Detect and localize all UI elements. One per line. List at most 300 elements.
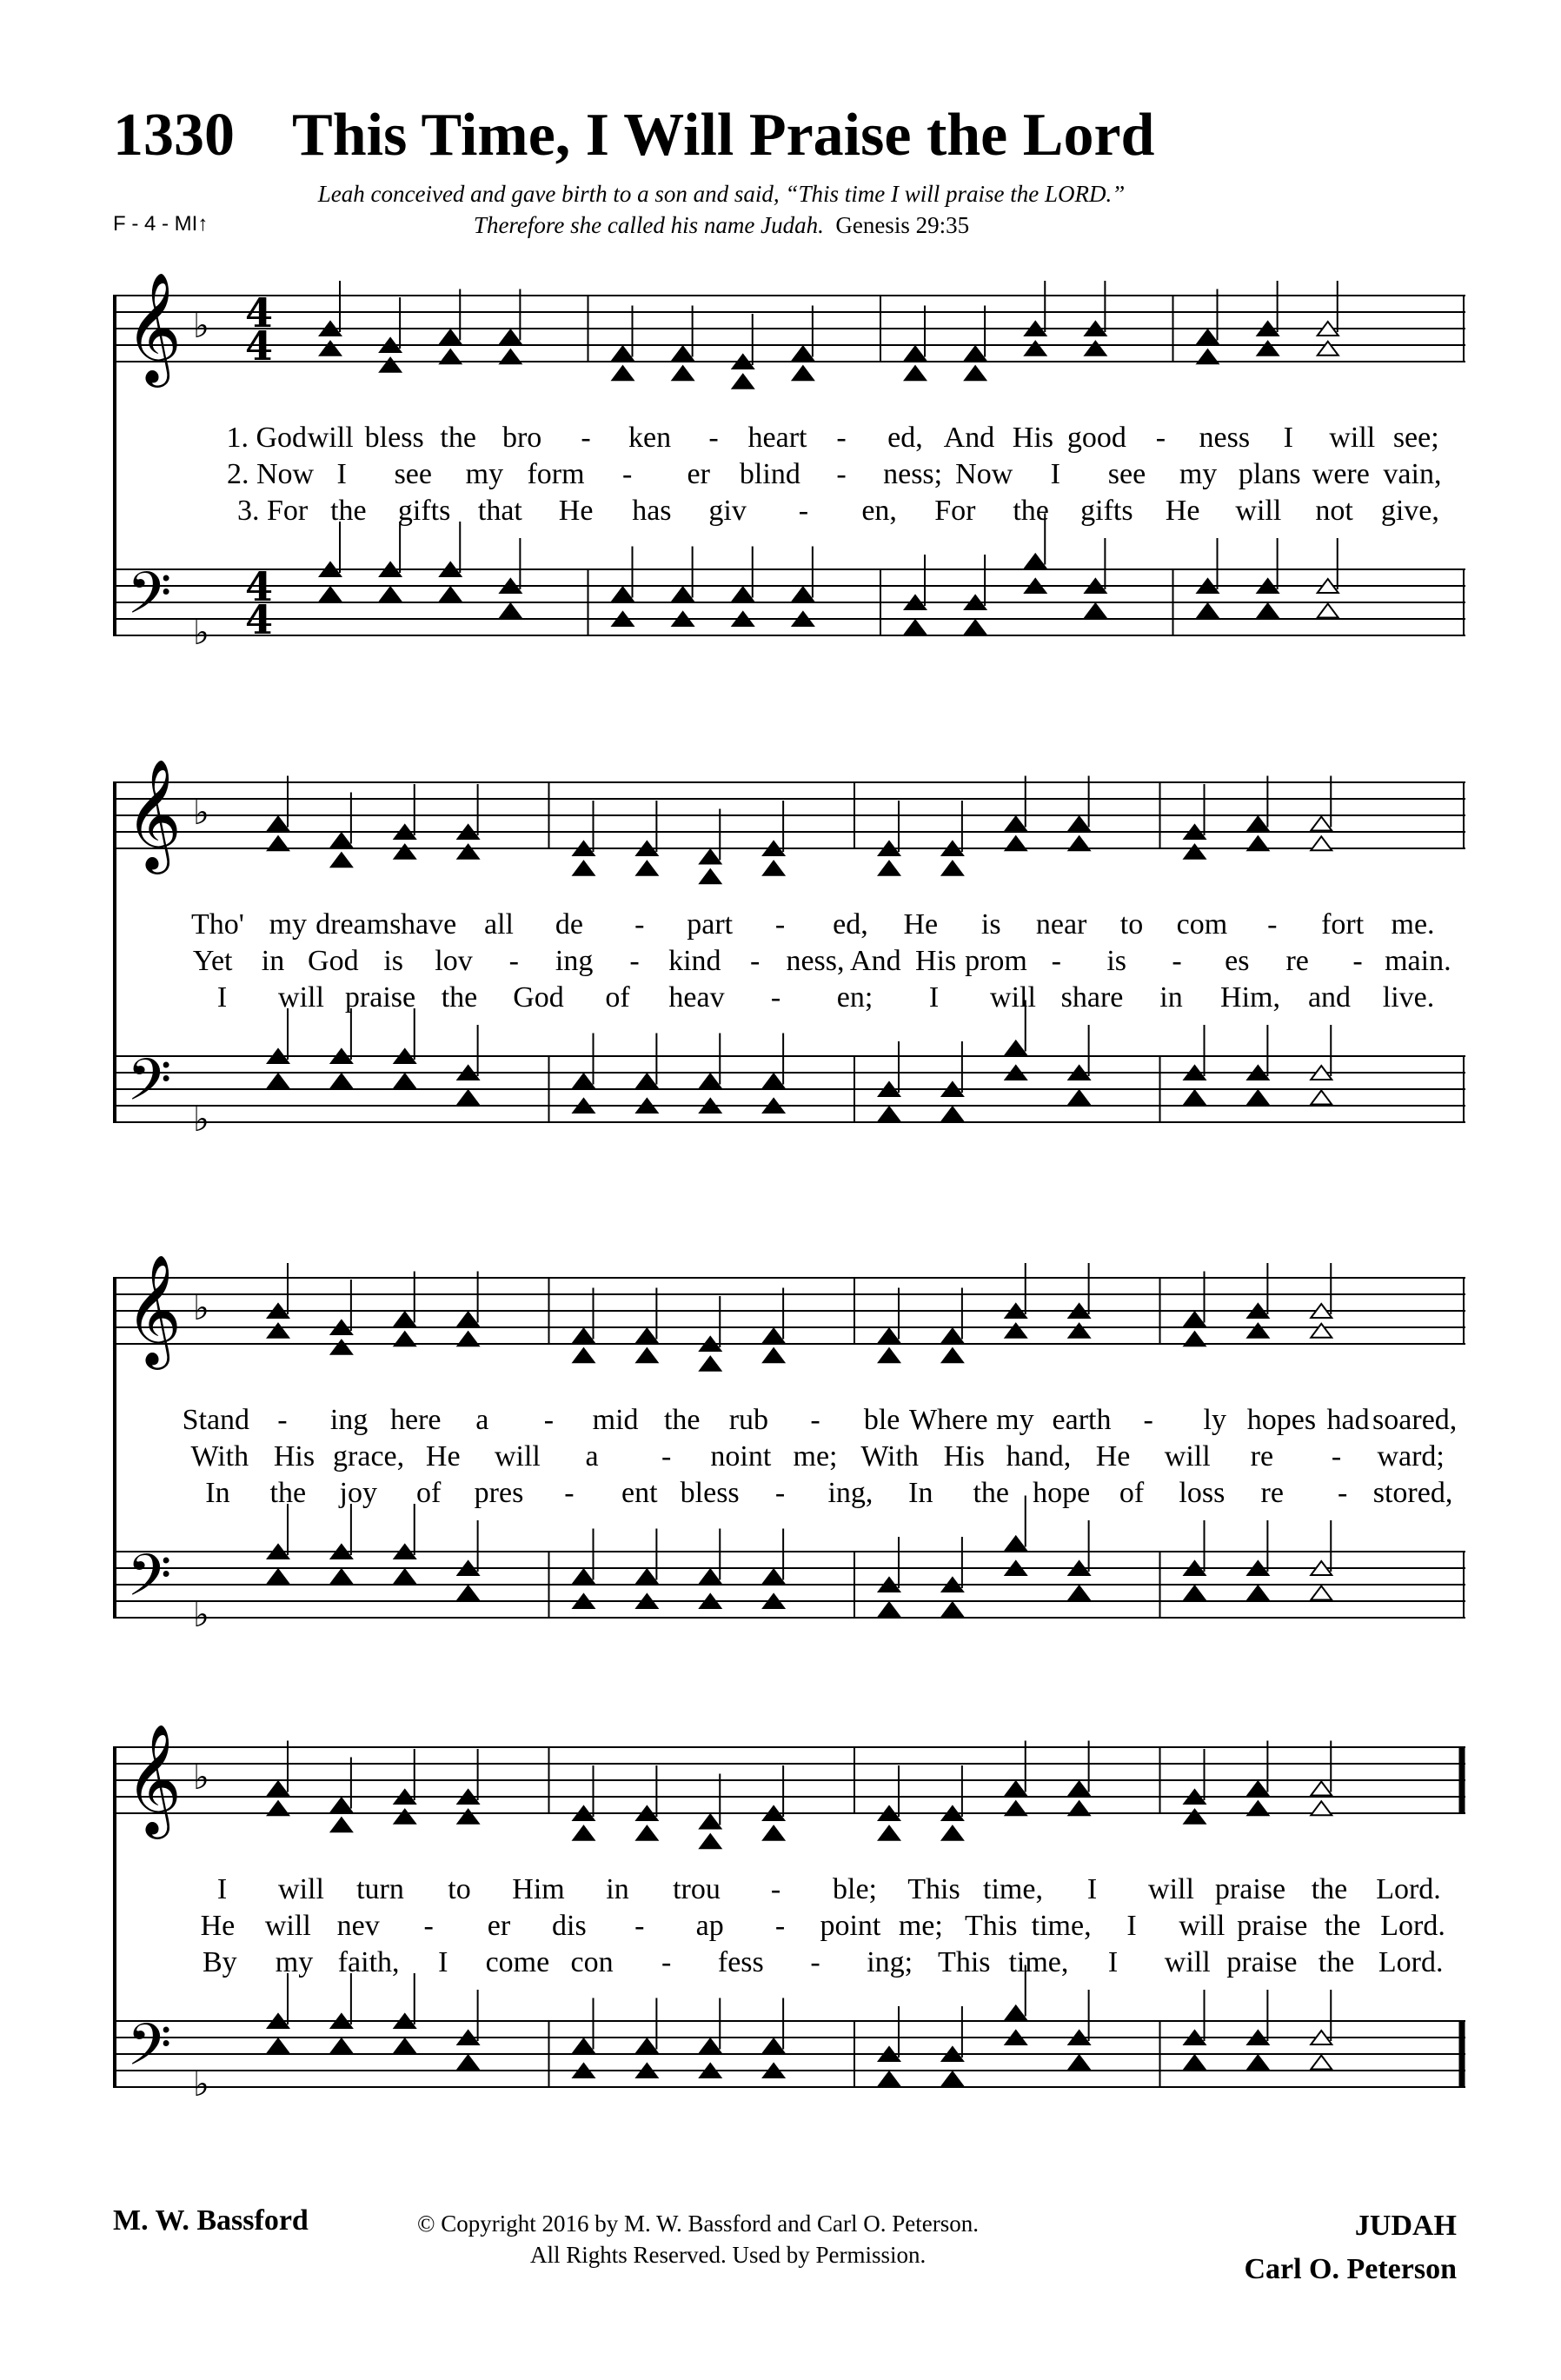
flat-icon: ♭ bbox=[193, 793, 209, 833]
lyric-syllable: is bbox=[980, 908, 1001, 941]
bass-note bbox=[268, 2039, 289, 2053]
soprano-note bbox=[763, 1329, 784, 1343]
soprano-note bbox=[331, 1798, 352, 1812]
bass-note bbox=[458, 1586, 479, 1600]
tenor-note bbox=[613, 588, 634, 602]
syllable-hyphen: - bbox=[629, 945, 640, 977]
syllable-hyphen: - bbox=[810, 1404, 820, 1436]
bass-staff bbox=[113, 2021, 1465, 2087]
lyric-syllable: will bbox=[494, 1440, 541, 1473]
lyric-syllable: me. bbox=[1391, 908, 1435, 941]
lyric-syllable: ken bbox=[628, 422, 672, 454]
lyric-syllable: com bbox=[1176, 908, 1228, 941]
alto-note bbox=[1006, 836, 1026, 850]
bass-note bbox=[1069, 1091, 1090, 1105]
treble-staff bbox=[113, 782, 1465, 848]
lyric-syllable: in bbox=[606, 1873, 629, 1905]
lyric-syllable: Tho' bbox=[190, 908, 244, 941]
lyric-syllable: I bbox=[1107, 1946, 1119, 1978]
bass-note bbox=[395, 2039, 415, 2053]
treble-clef-icon: 𝄞 bbox=[125, 1253, 183, 1365]
alto-note bbox=[700, 1357, 721, 1371]
bass-note bbox=[1185, 1091, 1206, 1105]
lyric-syllable: And bbox=[943, 422, 995, 454]
soprano-note bbox=[1247, 1782, 1268, 1796]
alto-note bbox=[1185, 1332, 1206, 1346]
lyric-syllable: en, bbox=[861, 495, 897, 527]
verse-line-3 bbox=[113, 981, 1465, 1018]
lyric-syllable: vain, bbox=[1383, 458, 1442, 490]
hymn-number: 1330 bbox=[113, 102, 235, 169]
lyric-syllable: pres bbox=[474, 1477, 524, 1509]
lyric-syllable: This bbox=[964, 1910, 1018, 1942]
lyric-syllable: the bbox=[1013, 495, 1049, 527]
lyric-syllable: I bbox=[336, 458, 347, 490]
lyric-syllable: see bbox=[394, 458, 432, 490]
bass-clef-icon: 𝄢 bbox=[127, 560, 172, 641]
lyric-syllable: ness, bbox=[786, 945, 845, 977]
lyric-syllable: joy bbox=[339, 1477, 377, 1509]
alto-note bbox=[942, 1348, 963, 1362]
tenor-note bbox=[574, 2039, 595, 2053]
alto-note bbox=[268, 1324, 289, 1338]
alto-note bbox=[395, 1332, 415, 1346]
lyric-syllable: a bbox=[475, 1404, 489, 1436]
lyric-syllable: not bbox=[1315, 495, 1353, 527]
lyric-syllable: time, bbox=[1008, 1946, 1069, 1978]
flat-icon: ♭ bbox=[193, 306, 209, 346]
bass-note bbox=[1311, 1586, 1332, 1600]
alto-note bbox=[500, 349, 521, 363]
lyric-syllable: will bbox=[1179, 1910, 1226, 1942]
lyric-syllable: praise bbox=[344, 981, 416, 1014]
lyric-syllable: come bbox=[485, 1946, 550, 1978]
treble-clef-icon: 𝄞 bbox=[125, 758, 183, 869]
lyric-syllable: will bbox=[264, 1910, 311, 1942]
tenor-note bbox=[700, 1074, 721, 1088]
tenor-note bbox=[673, 588, 694, 602]
syllable-hyphen: - bbox=[621, 458, 633, 490]
lyric-syllable: will bbox=[307, 422, 354, 454]
syllable-hyphen: - bbox=[581, 422, 591, 454]
soprano-note bbox=[1006, 817, 1026, 831]
lyric-syllable: With bbox=[860, 1440, 919, 1473]
alto-note bbox=[1185, 1810, 1206, 1824]
lyric-syllable: main. bbox=[1385, 945, 1451, 977]
music-system-1 bbox=[113, 252, 1465, 687]
syllable-hyphen: - bbox=[1155, 422, 1166, 454]
soprano-note bbox=[331, 834, 352, 848]
lyric-syllable: that bbox=[477, 495, 522, 527]
lyric-syllable: of bbox=[605, 981, 630, 1014]
lyric-syllable: de bbox=[555, 908, 583, 941]
bass-note bbox=[879, 1603, 900, 1617]
bass-note bbox=[1069, 1586, 1090, 1600]
lyric-syllable: is bbox=[1106, 945, 1126, 977]
lyric-syllable: In bbox=[908, 1477, 933, 1509]
lyric-syllable: ing bbox=[329, 1404, 369, 1436]
alto-note bbox=[879, 1348, 900, 1362]
lyric-syllable: ing, bbox=[827, 1477, 873, 1509]
bass-note bbox=[380, 588, 401, 602]
bass-note bbox=[395, 1074, 415, 1088]
soprano-note bbox=[1247, 817, 1268, 831]
syllable-hyphen: - bbox=[798, 495, 809, 527]
lyric-syllable: part bbox=[687, 908, 734, 941]
verse-line-2 bbox=[113, 1440, 1465, 1477]
lyric-syllable: lov bbox=[435, 945, 473, 977]
alto-note bbox=[1247, 1324, 1268, 1338]
lyric-syllable: mid bbox=[592, 1404, 639, 1436]
lyric-syllable: ward; bbox=[1377, 1440, 1445, 1473]
soprano-note bbox=[613, 347, 634, 361]
alto-note bbox=[636, 1826, 657, 1840]
lyric-syllable: me; bbox=[793, 1440, 838, 1473]
lyric-syllable: re bbox=[1285, 945, 1309, 977]
alto-note bbox=[395, 1810, 415, 1824]
syllable-hyphen: - bbox=[836, 458, 847, 490]
soprano-note bbox=[1069, 817, 1090, 831]
lyric-syllable: prom bbox=[965, 945, 1027, 977]
alto-note bbox=[1311, 836, 1332, 850]
lyric-syllable: bro bbox=[502, 422, 542, 454]
bass-note bbox=[458, 2056, 479, 2070]
alto-note bbox=[268, 836, 289, 850]
lyric-syllable: I bbox=[928, 981, 940, 1014]
soprano-note bbox=[942, 1329, 963, 1343]
alto-note bbox=[879, 1826, 900, 1840]
alto-note bbox=[1025, 342, 1046, 356]
syllable-hyphen: - bbox=[1337, 1477, 1348, 1509]
lyric-syllable: 1. God bbox=[226, 422, 308, 454]
syllable-hyphen: - bbox=[770, 981, 781, 1014]
composer: Carl O. Peterson bbox=[1244, 2253, 1457, 2285]
syllable-hyphen: - bbox=[774, 1477, 786, 1509]
lyric-syllable: faith, bbox=[337, 1946, 400, 1978]
syllable-hyphen: - bbox=[634, 1910, 645, 1942]
lyric-syllable: soared, bbox=[1372, 1404, 1458, 1436]
soprano-note bbox=[1006, 1782, 1026, 1796]
lyric-syllable: in bbox=[1159, 981, 1183, 1014]
alto-note bbox=[613, 366, 634, 380]
verse-line-2 bbox=[113, 458, 1465, 495]
flat-icon: ♭ bbox=[193, 1288, 209, 1328]
lyric-syllable: my bbox=[996, 1404, 1034, 1436]
alto-note bbox=[458, 1332, 479, 1346]
lyric-syllable: God bbox=[513, 981, 564, 1014]
lyric-syllable: near bbox=[1035, 908, 1087, 941]
alto-note bbox=[1069, 1801, 1090, 1815]
syllable-hyphen: - bbox=[661, 1440, 672, 1473]
time-signature-bottom: 4 bbox=[245, 322, 274, 369]
bass-note bbox=[1085, 604, 1106, 618]
soprano-note bbox=[1185, 1313, 1206, 1326]
bass-note bbox=[879, 2072, 900, 2086]
bass-note bbox=[942, 1107, 963, 1121]
time-signature-bottom: 4 bbox=[245, 596, 274, 643]
alto-note bbox=[574, 1826, 595, 1840]
soprano-note bbox=[500, 330, 521, 344]
alto-note bbox=[1198, 349, 1219, 363]
bass-note bbox=[320, 588, 341, 602]
soprano-note bbox=[700, 1815, 721, 1829]
lyric-syllable: This bbox=[907, 1873, 960, 1905]
lyric-syllable: His bbox=[915, 945, 957, 977]
bass-note bbox=[942, 2072, 963, 2086]
lyric-syllable: here bbox=[389, 1404, 442, 1436]
alto-note bbox=[331, 1818, 352, 1832]
lyric-syllable: bless bbox=[680, 1477, 740, 1509]
bass-note bbox=[458, 1091, 479, 1105]
alto-note bbox=[763, 1348, 784, 1362]
alto-note bbox=[331, 1340, 352, 1354]
bass-note bbox=[1311, 1091, 1332, 1105]
alto-note bbox=[733, 375, 754, 389]
lyric-syllable: see bbox=[1107, 458, 1146, 490]
lyric-syllable: the bbox=[330, 495, 367, 527]
lyric-syllable: I bbox=[216, 1873, 228, 1905]
syllable-hyphen: - bbox=[708, 422, 719, 454]
lyric-syllable: the bbox=[269, 1477, 307, 1509]
alto-note bbox=[879, 861, 900, 875]
lyric-syllable: hope bbox=[1033, 1477, 1091, 1509]
lyric-syllable: all bbox=[484, 908, 514, 941]
lyric-syllable: the bbox=[663, 1404, 701, 1436]
lyric-syllable: 2. Now bbox=[226, 458, 315, 490]
verse-line-3 bbox=[113, 1946, 1465, 1983]
lyric-syllable: of bbox=[415, 1477, 442, 1509]
lyric-syllable: my bbox=[269, 908, 308, 941]
treble-clef-icon: 𝄞 bbox=[125, 1723, 183, 1834]
lyric-syllable: to bbox=[448, 1873, 471, 1905]
syllable-hyphen: - bbox=[1331, 1440, 1342, 1473]
lyric-syllable: of bbox=[1119, 1477, 1145, 1509]
tenor-note bbox=[636, 1570, 657, 1584]
alto-note bbox=[636, 861, 657, 875]
lyric-syllable: ap bbox=[695, 1910, 724, 1942]
music-system-4 bbox=[113, 1704, 1465, 2138]
lyric-syllable: time, bbox=[983, 1873, 1043, 1905]
lyric-syllable: form bbox=[527, 458, 585, 490]
bass-clef-icon: 𝄢 bbox=[127, 1542, 172, 1623]
alto-note bbox=[320, 342, 341, 356]
lyric-syllable: dreams bbox=[316, 908, 402, 941]
lyric-syllable: will bbox=[1329, 422, 1376, 454]
alto-note bbox=[574, 1348, 595, 1362]
verse-line-3 bbox=[113, 495, 1465, 531]
lyric-syllable: nev bbox=[336, 1910, 380, 1942]
bass-clef-icon: 𝄢 bbox=[127, 1047, 172, 1127]
lyric-syllable: has bbox=[632, 495, 672, 527]
alto-note bbox=[700, 869, 721, 883]
lyric-syllable: Lord. bbox=[1376, 1873, 1441, 1905]
alto-note bbox=[574, 861, 595, 875]
alto-note bbox=[1311, 1801, 1332, 1815]
syllable-hyphen: - bbox=[836, 422, 847, 454]
lyric-syllable: the bbox=[1318, 1946, 1355, 1978]
lyric-syllable: In bbox=[205, 1477, 230, 1509]
soprano-note bbox=[1311, 817, 1332, 831]
lyric-syllable: will bbox=[278, 1873, 324, 1905]
tenor-note bbox=[636, 2039, 657, 2053]
syllable-hyphen: - bbox=[810, 1946, 820, 1978]
bass-note bbox=[331, 1074, 352, 1088]
lyric-syllable: Lord. bbox=[1380, 1910, 1445, 1942]
lyric-syllable: noint bbox=[710, 1440, 772, 1473]
lyric-syllable: hopes bbox=[1246, 1404, 1317, 1436]
syllable-hyphen: - bbox=[508, 945, 519, 977]
music-system-3 bbox=[113, 1234, 1465, 1669]
alto-note bbox=[458, 845, 479, 859]
lyric-syllable: bless bbox=[364, 422, 424, 454]
lyric-syllable: He bbox=[903, 908, 939, 941]
hymn-title: This Time, I Will Praise the Lord bbox=[292, 102, 1155, 169]
lyric-syllable: gifts bbox=[1080, 495, 1133, 527]
bass-note bbox=[879, 1107, 900, 1121]
syllable-hyphen: - bbox=[770, 1873, 781, 1905]
flat-icon: ♭ bbox=[193, 1100, 209, 1140]
verse-line-1 bbox=[113, 1873, 1465, 1910]
lyric-syllable: fess bbox=[717, 1946, 764, 1978]
bass-note bbox=[1247, 1091, 1268, 1105]
alto-note bbox=[1318, 342, 1338, 356]
lyric-syllable: the bbox=[440, 422, 476, 454]
soprano-note bbox=[700, 850, 721, 864]
lyric-syllable: point bbox=[820, 1910, 881, 1942]
lyric-syllable: ly bbox=[1203, 1404, 1227, 1436]
lyric-syllable: rub bbox=[728, 1404, 769, 1436]
syllable-hyphen: - bbox=[634, 908, 645, 941]
lyric-syllable: stored, bbox=[1372, 1477, 1453, 1509]
bass-note bbox=[440, 588, 461, 602]
alto-note bbox=[1085, 342, 1106, 356]
bass-staff bbox=[113, 1056, 1465, 1122]
scripture-quote bbox=[287, 178, 1156, 241]
scripture-reference: Genesis 29:35 bbox=[835, 212, 970, 238]
syllable-hyphen: - bbox=[1172, 945, 1182, 977]
lyric-syllable: will bbox=[1164, 1440, 1211, 1473]
soprano-note bbox=[458, 1313, 479, 1326]
bass-note bbox=[942, 1603, 963, 1617]
lyric-syllable: Him, bbox=[1220, 981, 1280, 1014]
lyric-syllable: me; bbox=[898, 1910, 943, 1942]
alto-note bbox=[1006, 1324, 1026, 1338]
verse-line-1 bbox=[113, 422, 1465, 458]
lyric-syllable: er bbox=[687, 458, 710, 490]
verse-line-1 bbox=[113, 908, 1465, 945]
bass-note bbox=[268, 1570, 289, 1584]
lyric-syllable: re bbox=[1260, 1477, 1284, 1509]
alto-note bbox=[763, 861, 784, 875]
syllable-hyphen: - bbox=[661, 1946, 672, 1978]
flat-icon: ♭ bbox=[193, 1595, 209, 1635]
lyric-syllable: Stand bbox=[182, 1404, 250, 1436]
lyric-syllable: will bbox=[278, 981, 324, 1014]
tenor-note bbox=[763, 1074, 784, 1088]
lyric-syllable: Now bbox=[955, 458, 1013, 490]
lyric-syllable: the bbox=[1311, 1873, 1348, 1905]
lyric-syllable: ble; bbox=[833, 1873, 877, 1905]
tune-name: JUDAH bbox=[1354, 2210, 1457, 2242]
lyric-syllable: the bbox=[973, 1477, 1009, 1509]
alto-note bbox=[1069, 836, 1090, 850]
alto-note bbox=[1185, 845, 1206, 859]
tune-credits bbox=[1244, 2204, 1457, 2291]
tenor-note bbox=[793, 588, 814, 602]
soprano-note bbox=[574, 1329, 595, 1343]
soprano-note bbox=[879, 1329, 900, 1343]
lyric-syllable: praise bbox=[1214, 1873, 1286, 1905]
treble-clef-icon: 𝄞 bbox=[125, 271, 183, 382]
time-signature-top: 4 bbox=[245, 563, 274, 610]
lyric-syllable: will bbox=[1235, 495, 1282, 527]
alto-note bbox=[636, 1348, 657, 1362]
lyric-syllable: For bbox=[934, 495, 976, 527]
soprano-note bbox=[395, 1313, 415, 1326]
bass-note bbox=[268, 1074, 289, 1088]
lyric-syllable: ing bbox=[555, 945, 594, 977]
bass-note bbox=[395, 1570, 415, 1584]
bass-note bbox=[1247, 2056, 1268, 2070]
lyric-syllable: time, bbox=[1031, 1910, 1092, 1942]
syllable-hyphen: - bbox=[423, 1910, 434, 1942]
tenor-note bbox=[700, 1570, 721, 1584]
tenor-note bbox=[1025, 555, 1046, 568]
alto-note bbox=[395, 845, 415, 859]
lyric-syllable: ing; bbox=[867, 1946, 913, 1978]
flat-icon: ♭ bbox=[193, 613, 209, 653]
soprano-note bbox=[965, 347, 986, 361]
lyric-syllable: and bbox=[1307, 981, 1352, 1014]
lyric-syllable: the bbox=[441, 981, 478, 1014]
lyric-syllable: This bbox=[938, 1946, 991, 1978]
lyric-syllable: the bbox=[1324, 1910, 1361, 1942]
copyright-line-1: © Copyright 2016 by M. W. Bassford and Carl O. Peterson. bbox=[417, 2210, 979, 2237]
bass-note bbox=[1247, 1586, 1268, 1600]
alto-note bbox=[1006, 1801, 1026, 1815]
lyric-syllable: heart bbox=[747, 422, 807, 454]
lyric-syllable: praise bbox=[1226, 1946, 1298, 1978]
soprano-note bbox=[440, 330, 461, 344]
lyric-syllable: God bbox=[308, 945, 359, 977]
lyric-syllable: live. bbox=[1382, 981, 1435, 1014]
alto-note bbox=[965, 366, 986, 380]
bass-note bbox=[1185, 1586, 1206, 1600]
lyric-syllable: es bbox=[1225, 945, 1250, 977]
lyric-syllable: my bbox=[1179, 458, 1218, 490]
lyric-syllable: praise bbox=[1237, 1910, 1308, 1942]
verse-line-2 bbox=[113, 1910, 1465, 1946]
alto-note bbox=[380, 358, 401, 372]
lyric-syllable: I bbox=[216, 981, 228, 1014]
syllable-hyphen: - bbox=[749, 945, 761, 977]
lyric-syllable: I bbox=[1126, 1910, 1137, 1942]
bass-staff bbox=[113, 569, 1465, 635]
lyric-syllable: I bbox=[1086, 1873, 1098, 1905]
lyric-syllable: He bbox=[425, 1440, 461, 1473]
lyric-syllable: earth bbox=[1052, 1404, 1112, 1436]
flat-icon: ♭ bbox=[193, 2064, 209, 2104]
lyric-syllable: re bbox=[1250, 1440, 1274, 1473]
syllable-hyphen: - bbox=[774, 908, 786, 941]
alto-note bbox=[793, 366, 814, 380]
lyric-syllable: And bbox=[850, 945, 901, 977]
lyric-syllable: With bbox=[190, 1440, 249, 1473]
lyric-syllable: kind bbox=[668, 945, 721, 977]
lyric-syllable: to bbox=[1119, 908, 1144, 941]
syllable-hyphen: - bbox=[1352, 945, 1363, 977]
lyric-syllable: blind bbox=[739, 458, 800, 490]
